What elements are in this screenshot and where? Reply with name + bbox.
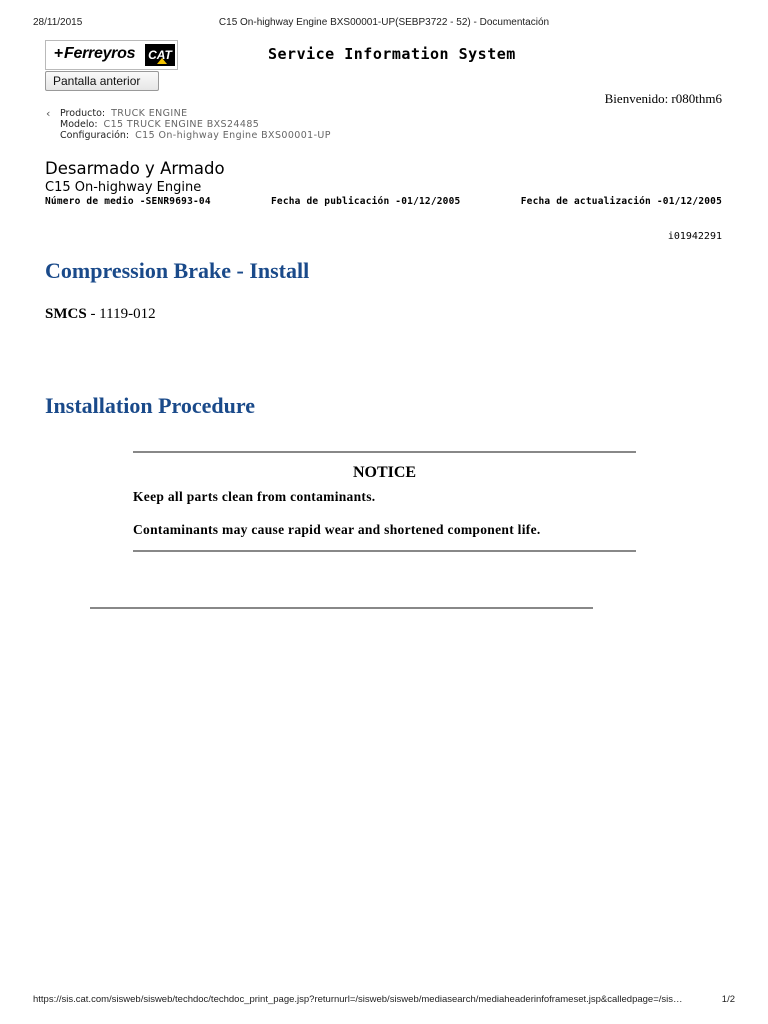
notice-line-1: Keep all parts clean from contaminants. (133, 489, 376, 504)
print-date: 28/11/2015 (33, 17, 83, 28)
section-title: Desarmado y Armado (45, 159, 225, 178)
notice-bottom-divider (133, 550, 636, 552)
ferreyros-cat-logo[interactable] (45, 40, 178, 70)
publication-date: Fecha de publicación -01/12/2005 (271, 196, 461, 207)
product-label: Producto: (60, 108, 106, 119)
config-value: C15 On-highway Engine BXS00001-UP (135, 130, 331, 141)
notice-line-2: Contaminants may cause rapid wear and shortened component life. (133, 522, 541, 537)
print-page-title: C15 On-highway Engine BXS00001-UP(SEBP3722 - 52) - Documentación (218, 17, 550, 28)
product-row (46, 108, 331, 119)
chevron-left-icon[interactable]: ‹ (46, 107, 51, 120)
config-row (46, 130, 331, 141)
smcs-label: SMCS (45, 306, 87, 322)
welcome-user: Bienvenido: r080thm6 (604, 91, 722, 106)
config-label: Configuración: (60, 130, 130, 141)
model-value: C15 TRUCK ENGINE BXS24485 (103, 119, 260, 130)
notice-top-divider (133, 451, 636, 453)
notice-heading: NOTICE (352, 464, 417, 481)
plus-icon: + (54, 45, 64, 62)
media-number: Número de medio -SENR9693-04 (45, 196, 211, 207)
app-title: Service Information System (268, 45, 516, 63)
model-label: Modelo: (60, 119, 98, 130)
engine-subtitle: C15 On-highway Engine (45, 180, 202, 195)
page-number: 1/2 (721, 994, 735, 1005)
section-divider (90, 607, 593, 609)
model-row (46, 119, 331, 130)
cat-triangle-icon (157, 58, 167, 64)
footer-url: https://sis.cat.com/sisweb/sisweb/techdoc/techdoc_print_page.jsp?returnurl=/sisweb/sisweb/mediasearch/mediaheaderinfoframeset.jsp&calledpage=/sis… (33, 994, 683, 1005)
update-date: Fecha de actualización -01/12/2005 (520, 196, 722, 207)
previous-screen-button[interactable]: Pantalla anterior (45, 71, 159, 91)
smcs-value: - 1119-012 (86, 306, 156, 322)
smcs-code (45, 306, 156, 323)
brand-text: Ferreyros (64, 45, 136, 62)
cat-logo: CAT (145, 44, 175, 66)
product-info (46, 108, 331, 141)
product-value: TRUCK ENGINE (111, 108, 188, 119)
procedure-title: Installation Procedure (45, 393, 256, 418)
ferreyros-logo-text (54, 45, 135, 63)
page-title: Compression Brake - Install (45, 258, 310, 283)
document-id: i01942291 (667, 231, 722, 242)
